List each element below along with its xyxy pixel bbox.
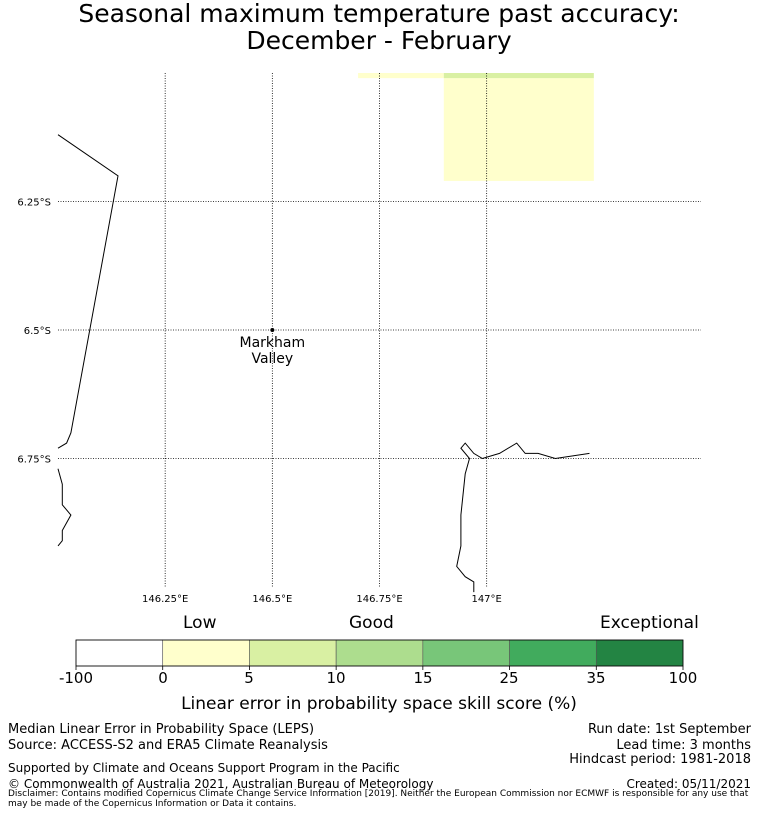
colorbar-segment [510,640,597,666]
footer-created-date: Created: 05/11/2021 [626,777,751,791]
coastline [58,469,71,546]
footer-run-date: Run date: 1st September [587,722,751,737]
latitude-tick-label: 6.5°S [23,326,51,337]
colorbar-category-good: Good [349,613,394,633]
location-marker [270,328,274,332]
colorbar-tick: 15 [413,669,433,687]
coastline [457,443,590,592]
footer-copyright: © Commonwealth of Australia 2021, Australian Bureau of Meteorology [8,777,434,791]
footer-disclaimer: Disclaimer: Contains modified Copernicus Climate Change Service Information [2019]. Neither the European Commission nor ECMWF is responsible for any use that may be made of the Copernicus Information or Data it contains. [8,789,749,809]
colorbar-segment [76,640,163,666]
longitude-tick-label: 147°E [471,594,502,605]
colorbar-segment [336,640,423,666]
colorbar-label: Linear error in probability space skill score (%) [181,694,577,714]
colorbar-segment [596,640,683,666]
footer-method: Median Linear Error in Probability Space (LEPS) [8,722,315,737]
skill-cell [444,78,594,181]
colorbar-segment [423,640,510,666]
colorbar-category-exceptional: Exceptional [600,613,699,633]
skill-cell [358,73,444,78]
colorbar-segment [163,640,250,666]
chart-title-line-1: Seasonal maximum temperature past accuracy: [78,0,680,28]
colorbar-tick: 5 [244,669,254,687]
colorbar-tick: 10 [326,669,346,687]
location-name-line-1: Markham [239,335,306,351]
footer-hindcast-period: Hindcast period: 1981-2018 [569,752,751,767]
footer-source: Source: ACCESS-S2 and ERA5 Climate Reanalysis [8,738,328,753]
coastline [58,135,118,449]
latitude-tick-label: 6.75°S [17,454,51,466]
colorbar-tick: 35 [586,669,606,687]
longitude-tick-label: 146.75°E [356,594,403,605]
chart-title-line-2: December - February [246,26,512,55]
skill-cell [444,73,594,78]
footer-lead-time: Lead time: 3 months [616,738,751,753]
colorbar-tick: -100 [58,669,94,687]
colorbar-tick: 0 [158,669,168,687]
longitude-tick-label: 146.5°E [252,594,293,605]
colorbar-category-low: Low [183,613,217,633]
longitude-tick-label: 146.25°E [142,594,189,605]
colorbar-segment [249,640,336,666]
colorbar-tick: 100 [668,669,698,687]
location-name-line-2: Valley [251,351,294,367]
colorbar-tick: 25 [499,669,519,687]
footer-supported-by: Supported by Climate and Oceans Support Program in the Pacific [8,761,400,775]
latitude-tick-label: 6.25°S [17,197,51,209]
